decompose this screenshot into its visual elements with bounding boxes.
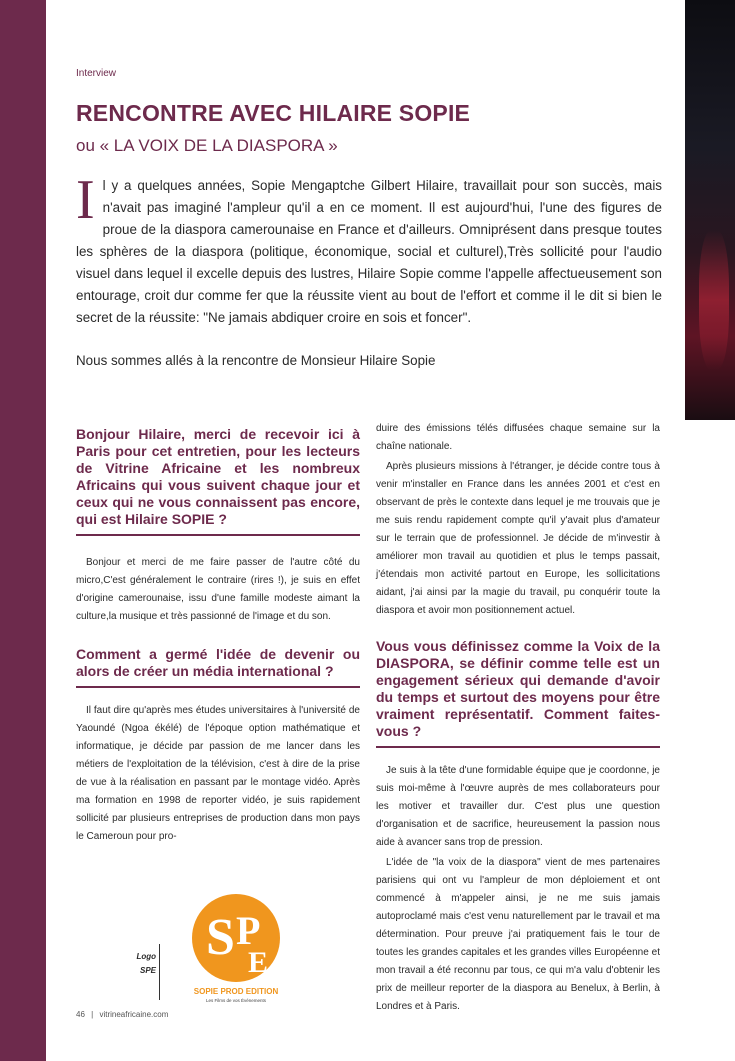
logo-tagline: Les Films de vos Événements (205, 998, 267, 1003)
answer-3-part-1: Je suis à la tête d'une formidable équipe que je coordonne, je suis moi-même à l'œuvre auprès de mes collaborateurs pour les motiver et travailler dur. C'est plus une question d'organisation et de sacrifice, heureusement la passion nous aide à avancer sans trop de pression. (376, 765, 660, 848)
left-accent-bar (0, 0, 46, 1061)
meet-line: Nous sommes allés à la rencontre de Monsieur Hilaire Sopie (76, 353, 436, 368)
logo-letter-e: E (248, 946, 269, 979)
answer-2-continued: duire des émissions télés diffusées chaque semaine sur la chaîne nationale. (376, 423, 660, 452)
right-column (376, 420, 660, 1018)
answer-1: Bonjour et merci de me faire passer de l'autre côté du micro,C'est généralement le contraire (rires !), je suis en effet d'origine camerounaise, issu d'une famille modeste aimant la culture,la musique et très passionné de l'image et du son. (76, 557, 360, 622)
answer-3-part-2: L'idée de "la voix de la diaspora" vient de mes partenaires parisiens qui ont vu l'ampleur de mon déploiement et ont commencé à m'appeler ainsi, je ne me suis jamais autoproclamé mais c'est venu naturellement par le travail et ma détermination. Pour preuve j'ai pratiquement fais le tour de toutes les grandes capitales et les grandes villes Européenne et mon travail a été reconnu par tous, ce qui m'a valu d'obtenir les prix de meilleur reporter de la diaspora au Benelux, à Berlin, à Londres et à Paris. (376, 857, 660, 1012)
spe-logo (186, 890, 286, 1010)
logo-letter-p: P (236, 908, 261, 953)
question-divider (376, 746, 660, 748)
footer-separator: | (91, 1010, 94, 1019)
section-label: Interview (76, 68, 117, 79)
drop-cap: I (76, 169, 95, 231)
logo-divider (159, 944, 160, 1000)
question-divider (76, 534, 360, 536)
page-number: 46 (76, 1010, 85, 1019)
question-1: Bonjour Hilaire, merci de recevoir ici à Paris pour cet entretien, pour les lecteurs de Vitrine Africaine et les nombreux Africains qui vous suivent chaque jour et ceux qui ne vous connaissent pas encore, qui est Hilaire SOPIE ? (76, 426, 360, 527)
intro-paragraph (76, 169, 662, 329)
question-2: Comment a germé l'idée de devenir ou alors de créer un média international ? (76, 646, 360, 679)
logo-caption-line-2: SPE (139, 966, 156, 975)
question-divider (76, 686, 360, 688)
logo-caption-line-1: Logo (136, 952, 156, 961)
cover-photo-strip (685, 0, 735, 420)
stage-light (699, 230, 729, 370)
footer-site: vitrineafricaine.com (99, 1010, 169, 1019)
logo-brand-name: SOPIE PROD EDITION (193, 987, 279, 996)
question-3: Vous vous définissez comme la Voix de la DIASPORA, se définir comme telle est un engagement sérieux qui demande d'avoir du temps et surtout des moyens pour être vraiment représentatif. Comment faites-vous ? (376, 638, 660, 739)
logo-letter-s: S (206, 909, 235, 966)
answer-2: Il faut dire qu'après mes études universitaires à l'université de Yaoundé (Ngoa ékélé) de l'époque option mathématique et informatique, je décide par passion de me lancer dans les métiers de l'exploitation de la télévision, c'est à dire de la prise de vue à la réalisation en passant par le montage vidéo. Après ma formation en 1998 de reporter vidéo, je suis rapidement sollicité par plusieurs entreprises de production dans mon pays le Cameroun pour pro- (76, 705, 360, 842)
answer-2-part-2: Après plusieurs missions à l'étranger, je décide contre tous à venir m'installer en France dans les années 2001 et c'est en observant de près le contexte dans lequel je me trouvais que je me suis rendu rapidement compte qu'il y'avait plus d'amateur sur le terrain que de professionnel. Je décide de m'investir à améliorer mon travail au quotidien et plus le temps passait, j'étendais mon activité partout en Europe, les sollicitations aidant, j'ai ainsi par la magie du travail, pu conquérir toute la diaspora et avoir mon positionnement actuel. (376, 461, 660, 616)
left-column (76, 426, 360, 848)
article-title: RENCONTRE AVEC HILAIRE SOPIE (76, 100, 471, 126)
page-footer (76, 1010, 168, 1019)
intro-text: l y a quelques années, Sopie Mengaptche Gilbert Hilaire, travaillait pour son succès, mais n'avait pas imaginé l'ampleur qu'il a en ce moment. Il est aujourd'hui, l'une des figures de proue de la diaspora camerounaise en France et d'ailleurs. Omniprésent dans presque toutes les sphères de la diaspora (politique, économique, social et culturel),Très sollicité pour l'audio visuel dans lequel il excelle depuis des lustres, Hilaire Sopie comme l'appelle affectueusement son entourage, croit dur comme fer que la réussite vient au bout de l'effort et comme il le dit si bien le secret de la réussite: "Ne jamais abdiquer croire en sois et foncer". (76, 178, 662, 325)
logo-caption (120, 950, 156, 978)
article-subtitle: ou « LA VOIX DE LA DIASPORA » (76, 136, 338, 155)
